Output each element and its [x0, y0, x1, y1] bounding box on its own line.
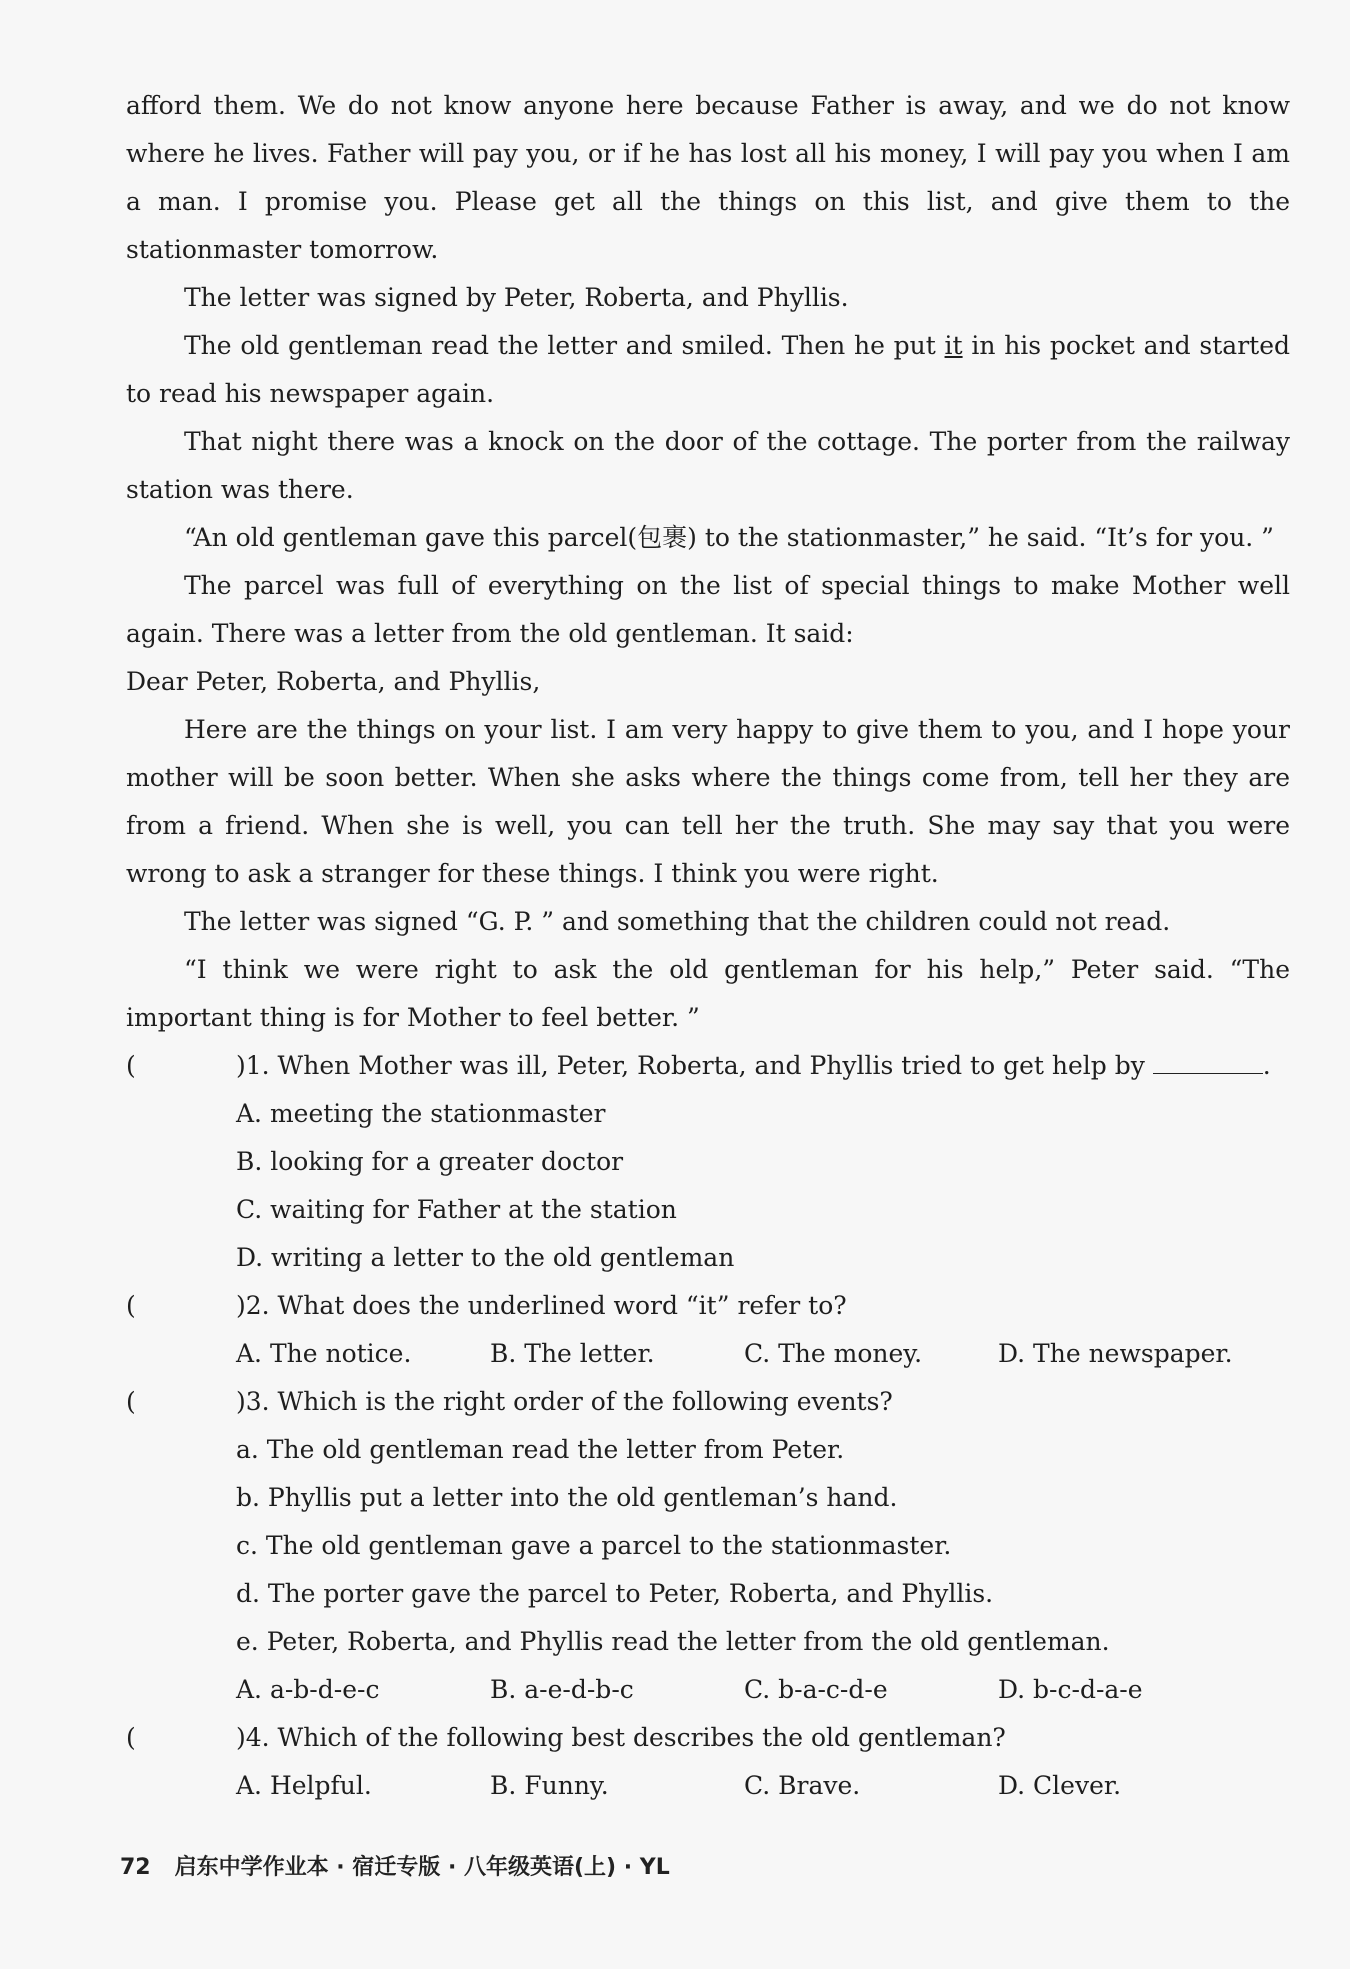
- page-number: 72: [120, 1855, 151, 1880]
- answer-paren[interactable]: (: [126, 1387, 136, 1416]
- event-e: e. Peter, Roberta, and Phyllis read the letter from the old gentleman.: [236, 1627, 1110, 1656]
- options-row: [236, 1762, 1290, 1810]
- option-b: B. Funny.: [490, 1771, 609, 1800]
- question-stem: )3. Which is the right order of the following events?: [236, 1387, 893, 1416]
- options-row: [236, 1330, 1290, 1378]
- answer-paren[interactable]: (: [126, 1051, 136, 1080]
- book-title: 启东中学作业本 · 宿迁专版 · 八年级英语(上) · YL: [174, 1855, 670, 1880]
- passage-paragraph: The letter was signed by Peter, Roberta, and Phyllis.: [184, 283, 849, 312]
- option-a: A. Helpful.: [236, 1771, 372, 1800]
- answer-paren[interactable]: (: [126, 1291, 136, 1320]
- question-4: [126, 1714, 1290, 1762]
- answer-blank[interactable]: [1153, 1047, 1263, 1074]
- text-run: The old gentleman read the letter and smiled. Then he put: [184, 331, 945, 360]
- option-d: D. writing a letter to the old gentleman: [236, 1243, 735, 1272]
- passage-paragraph: afford them. We do not know anyone here because Father is away, and we do not know where he lives. Father will pay you, or if he has lost all his money, I will pay you when I am a man. I promise you. Please get all the things on this list, and give them to the stationmaster tomorrow.: [126, 91, 1290, 264]
- event-c: c. The old gentleman gave a parcel to the stationmaster.: [236, 1531, 952, 1560]
- text-run: in his pocket and started to read his newspaper again.: [126, 331, 1290, 408]
- question-stem: )2. What does the underlined word “it” refer to?: [236, 1291, 847, 1320]
- option-c: C. b-a-c-d-e: [744, 1675, 888, 1704]
- passage-paragraph: The parcel was full of everything on the list of special things to make Mother well again. There was a letter from the old gentleman. It said:: [126, 571, 1290, 648]
- answer-paren[interactable]: (: [126, 1723, 136, 1752]
- option-b: B. a-e-d-b-c: [490, 1675, 634, 1704]
- option-d: D. The newspaper.: [998, 1339, 1233, 1368]
- option-d: D. Clever.: [998, 1771, 1122, 1800]
- option-c: C. waiting for Father at the station: [236, 1195, 677, 1224]
- question-2: [126, 1282, 1290, 1330]
- option-a: A. The notice.: [236, 1339, 412, 1368]
- passage-paragraph: Here are the things on your list. I am very happy to give them to you, and I hope your mother will be soon better. When she asks where the things come from, tell her they are from a friend. When she is well, you can tell her the truth. She may say that you were wrong to ask a stranger for these things. I think you were right.: [126, 715, 1290, 888]
- option-c: C. Brave.: [744, 1771, 861, 1800]
- option-a: A. meeting the stationmaster: [236, 1099, 606, 1128]
- question-stem: )1. When Mother was ill, Peter, Roberta, and Phyllis tried to get help by: [236, 1051, 1153, 1080]
- question-stem-end: .: [1262, 1051, 1271, 1080]
- passage-paragraph: [126, 322, 1290, 418]
- option-b: B. looking for a greater doctor: [236, 1147, 624, 1176]
- passage-paragraph: The letter was signed “G. P. ” and something that the children could not read.: [184, 907, 1171, 936]
- question-stem: )4. Which of the following best describes the old gentleman?: [236, 1723, 1006, 1752]
- passage-paragraph: That night there was a knock on the door of the cottage. The porter from the railway station was there.: [126, 427, 1290, 504]
- event-a: a. The old gentleman read the letter from Peter.: [236, 1435, 845, 1464]
- page-footer: [120, 1850, 670, 1881]
- option-c: C. The money.: [744, 1339, 923, 1368]
- option-d: D. b-c-d-a-e: [998, 1675, 1143, 1704]
- option-b: B. The letter.: [490, 1339, 655, 1368]
- event-d: d. The porter gave the parcel to Peter, Roberta, and Phyllis.: [236, 1579, 994, 1608]
- options-row: [236, 1666, 1290, 1714]
- question-1: [126, 1042, 1290, 1090]
- letter-greeting: Dear Peter, Roberta, and Phyllis,: [126, 667, 541, 696]
- passage-paragraph: “An old gentleman gave this parcel(包裹) to the stationmaster,” he said. “It’s for you. ”: [184, 523, 1274, 552]
- passage-paragraph: “I think we were right to ask the old gentleman for his help,” Peter said. “The important thing is for Mother to feel better. ”: [126, 955, 1290, 1032]
- underlined-word: it: [944, 331, 963, 360]
- option-a: A. a-b-d-e-c: [236, 1675, 380, 1704]
- event-b: b. Phyllis put a letter into the old gentleman’s hand.: [236, 1483, 898, 1512]
- question-3: [126, 1378, 1290, 1426]
- page-content: [126, 82, 1290, 1810]
